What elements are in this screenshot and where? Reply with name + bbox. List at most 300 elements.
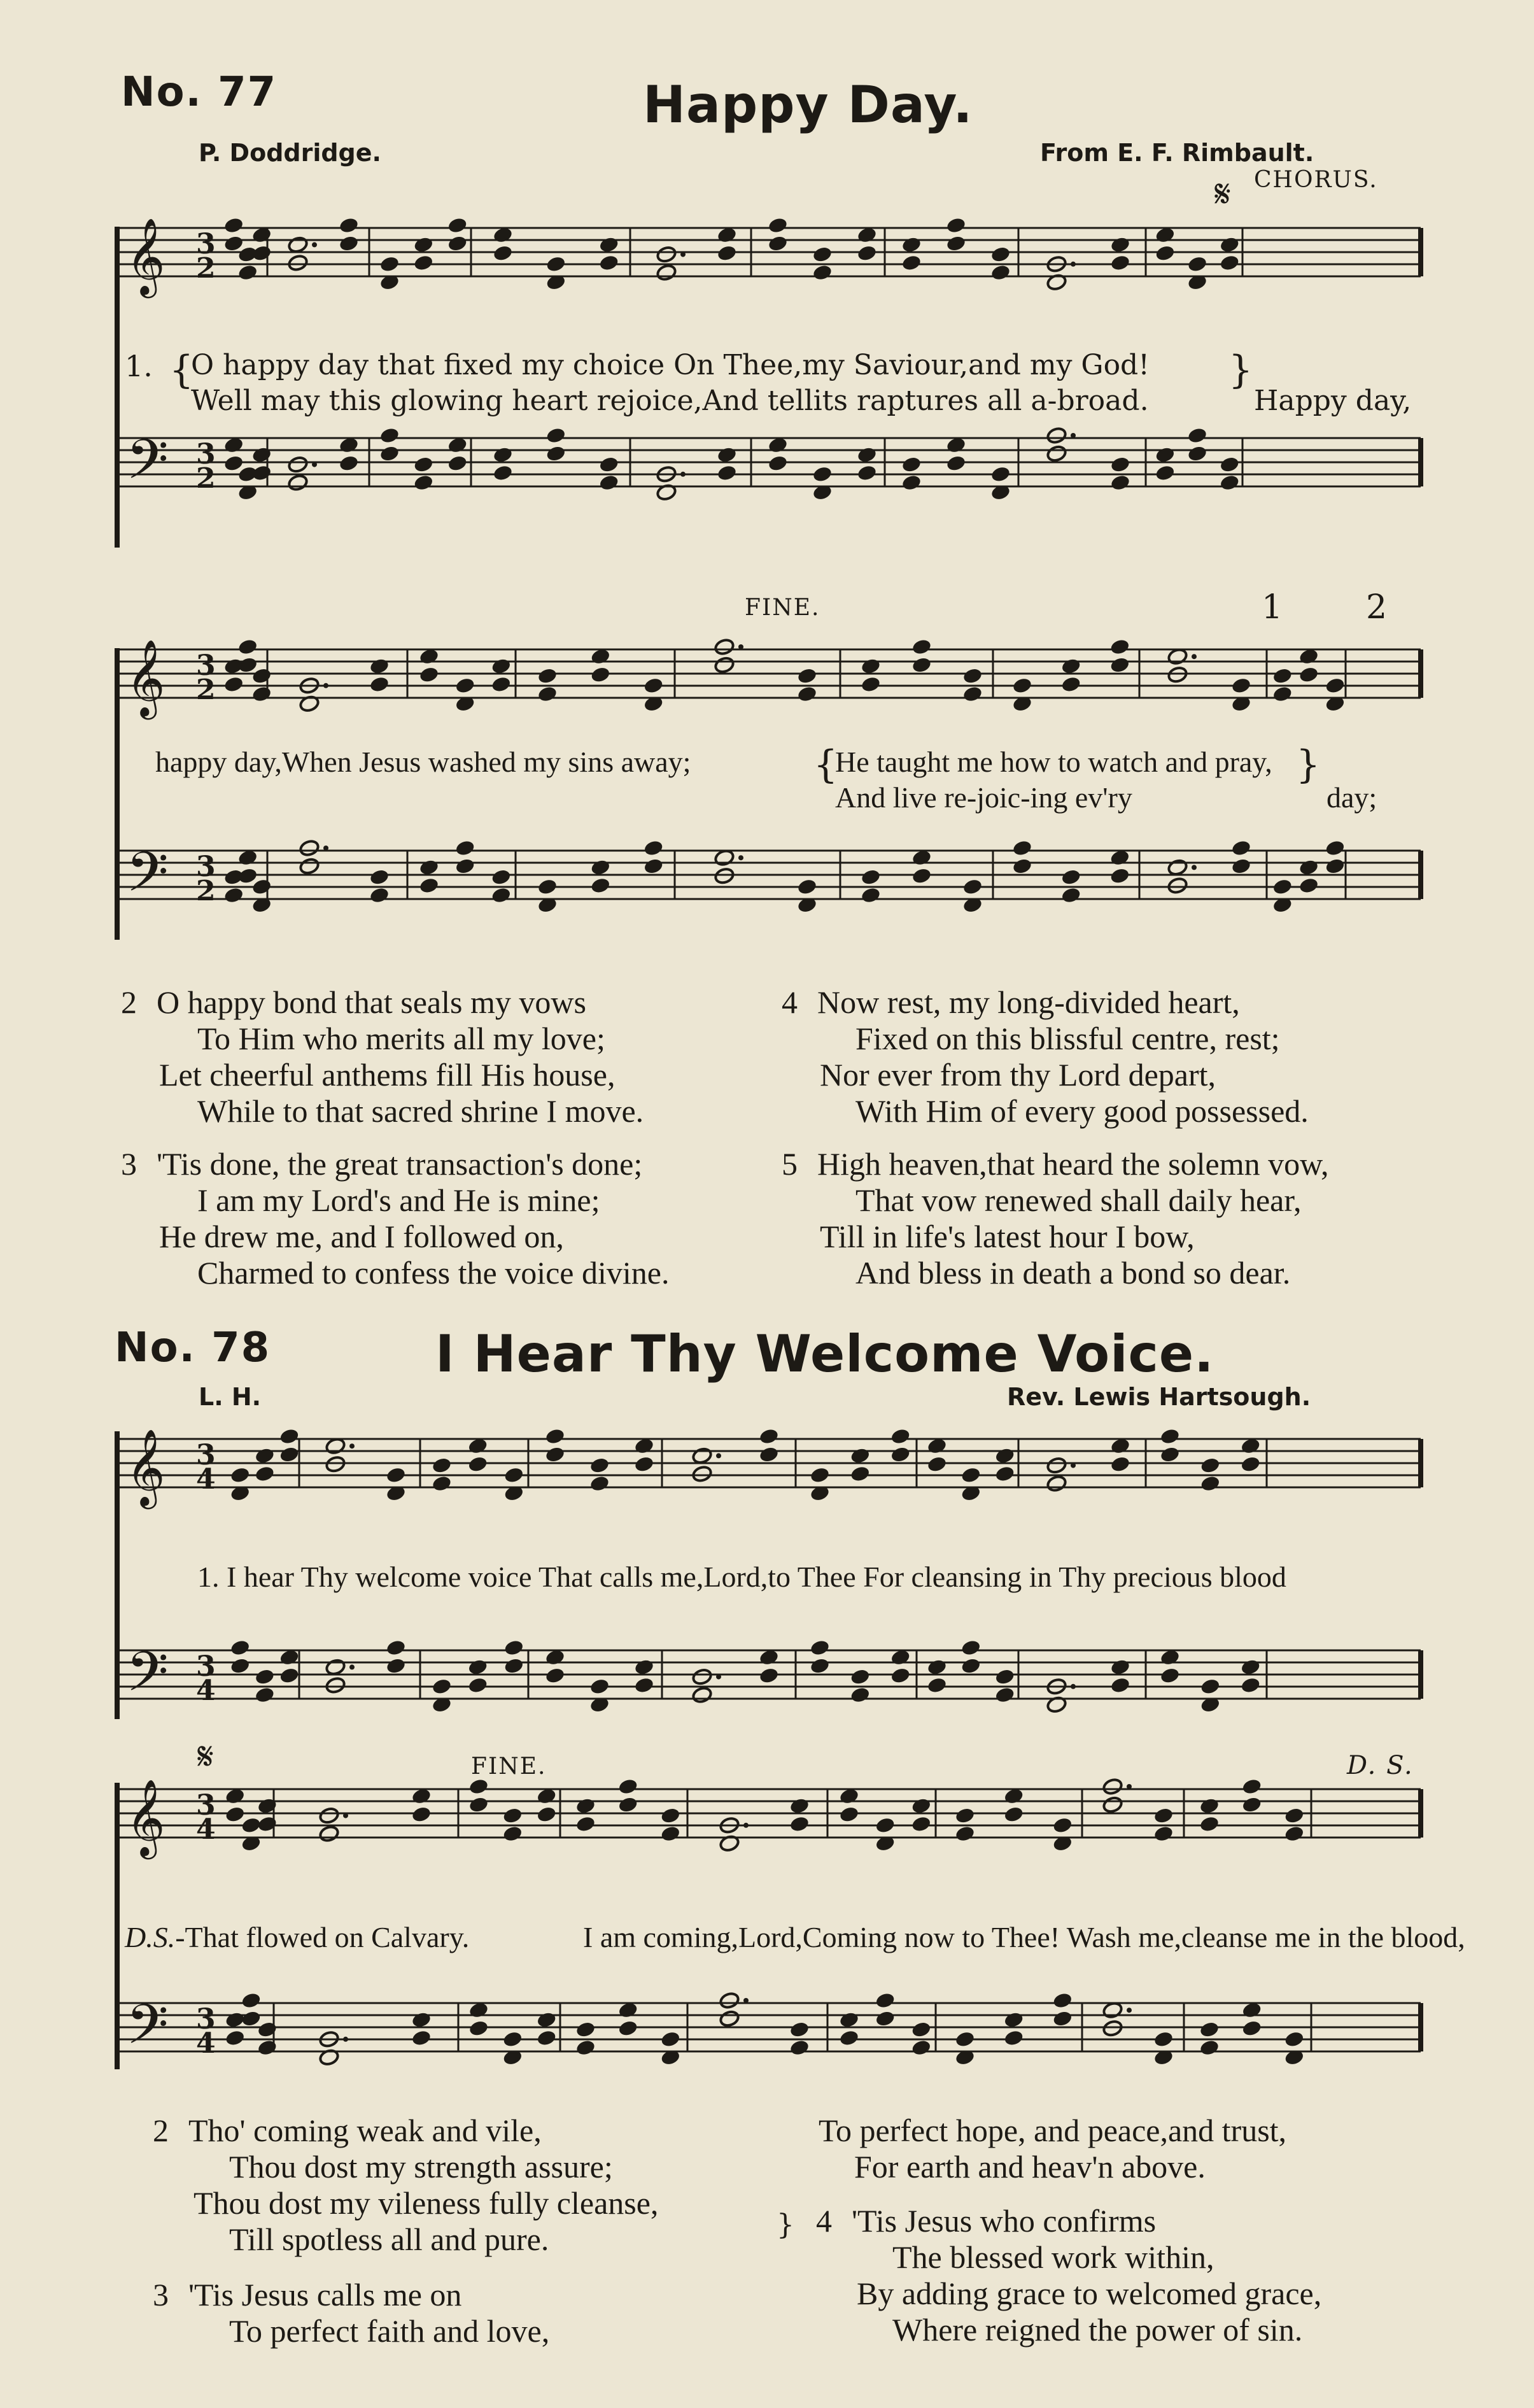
note-head <box>1219 236 1240 253</box>
note-head <box>719 2009 740 2027</box>
note-head <box>1284 1825 1305 1843</box>
note-head <box>1046 427 1067 444</box>
note-head <box>447 216 468 234</box>
note-head <box>251 878 272 896</box>
note-head <box>254 1668 275 1685</box>
note-head <box>691 1447 712 1464</box>
note-head <box>237 656 258 674</box>
note-head <box>1003 1806 1024 1824</box>
note-head <box>1060 886 1081 904</box>
note-head <box>1109 254 1130 272</box>
note-head <box>536 2029 557 2047</box>
note-head <box>241 1992 262 2009</box>
note-head <box>537 685 558 703</box>
note-head <box>251 244 272 262</box>
note-head <box>890 1667 911 1685</box>
time-signature: 3 <box>196 1439 216 1471</box>
note-head <box>1325 677 1346 695</box>
dot <box>743 1823 749 1828</box>
note-head <box>589 1456 610 1474</box>
note-head <box>809 1657 830 1675</box>
note-head <box>545 427 566 444</box>
note-head <box>468 1795 489 1813</box>
note-head <box>954 1825 975 1843</box>
note-head <box>1011 677 1032 695</box>
dot <box>1071 262 1076 267</box>
note-head <box>758 1667 779 1685</box>
note-head <box>856 244 877 262</box>
note-head <box>491 676 512 693</box>
treble-clef-icon: 𝄞 <box>126 1778 165 1856</box>
note-head <box>1102 2020 1123 2037</box>
note-head <box>1186 444 1207 462</box>
note-head <box>251 446 272 464</box>
time-signature: 3 <box>196 851 216 883</box>
note-head <box>643 677 664 695</box>
note-head <box>860 886 881 904</box>
note-head <box>537 667 558 684</box>
note-head <box>1159 1667 1180 1685</box>
note-head <box>431 1678 452 1696</box>
dot <box>312 462 317 467</box>
lyric-78-line-2b: I am coming,Lord,Coming now to Thee! Wash me,cleanse me in the blood, <box>583 1921 1465 1953</box>
note-head <box>299 839 320 857</box>
note-head <box>544 1427 565 1445</box>
note-head <box>911 2020 932 2038</box>
note-head <box>1241 1778 1262 1795</box>
note-head <box>223 234 244 252</box>
note-head <box>1272 685 1293 703</box>
note-head <box>911 1797 932 1815</box>
note-head <box>656 245 677 263</box>
note-head <box>962 878 983 896</box>
note-head <box>1186 427 1207 444</box>
dot <box>323 846 328 851</box>
time-signature: 4 <box>196 2027 216 2060</box>
note-head <box>714 638 735 656</box>
note-head <box>926 1658 947 1676</box>
dot <box>680 472 686 477</box>
note-head <box>1284 2030 1305 2048</box>
note-head <box>1060 657 1081 675</box>
note-head <box>545 444 566 462</box>
time-signature: 3 <box>196 438 216 471</box>
time-signature: 3 <box>196 1789 216 1822</box>
note-head <box>1052 1817 1073 1834</box>
dot <box>743 1998 749 2003</box>
note-head <box>325 1676 346 1694</box>
note-head <box>990 264 1011 281</box>
note-head <box>850 1447 871 1464</box>
bass-clef-icon: 𝄢 <box>126 840 169 917</box>
bass-clef-icon: 𝄢 <box>126 1992 169 2070</box>
verse-2: 2 O happy bond that seals my vows To Him who merits all my love; Let cheerful anthems fill His house, While to that sacred shrine I move. <box>121 984 644 1129</box>
note-head <box>617 1778 638 1795</box>
note-head <box>1230 677 1251 695</box>
note-head <box>994 1465 1015 1483</box>
note-head <box>287 254 308 272</box>
note-head <box>1230 857 1251 875</box>
note-head <box>369 868 390 886</box>
words-credit-2: L. H. <box>199 1383 262 1411</box>
note-head <box>1003 2011 1024 2029</box>
note-head <box>838 2029 859 2047</box>
note-head <box>590 858 611 876</box>
note-head <box>767 234 788 252</box>
note-head <box>1167 858 1188 876</box>
verse-78-4: 4 'Tis Jesus who confirms The blessed work within, By adding grace to welcomed grace, Where reigned the power of sin. <box>816 2203 1322 2348</box>
note-head <box>1219 474 1240 492</box>
music-credit: From E. F. Rimbault. <box>1040 139 1314 167</box>
note-head <box>418 877 439 895</box>
note-head <box>789 2020 810 2038</box>
time-signature: 3 <box>196 1650 216 1683</box>
note-head <box>454 857 475 875</box>
note-head <box>318 1825 339 1843</box>
note-head <box>796 685 817 703</box>
note-head <box>418 858 439 876</box>
dot <box>716 1453 721 1458</box>
note-head <box>767 455 788 472</box>
note-head <box>502 1825 523 1843</box>
note-head <box>251 667 272 684</box>
verse-brace: } <box>777 2209 794 2241</box>
note-head <box>598 254 619 272</box>
note-head <box>1109 455 1130 473</box>
note-head <box>338 455 359 472</box>
note-head <box>1298 858 1319 876</box>
time-signature: 4 <box>196 1463 216 1496</box>
note-head <box>379 255 400 273</box>
note-head <box>575 1815 596 1833</box>
note-head <box>911 656 932 674</box>
note-head <box>901 236 922 253</box>
treble-clef-icon: 𝄞 <box>126 217 165 295</box>
note-head <box>1200 1456 1221 1474</box>
lyric-78-line-2: D.S.-That flowed on Calvary. <box>125 1921 470 1953</box>
note-head <box>1109 1676 1130 1694</box>
note-head <box>230 1639 251 1657</box>
note-head <box>1199 1797 1220 1815</box>
note-head <box>536 1806 557 1824</box>
note-head <box>1052 1992 1073 2009</box>
note-head <box>945 234 966 252</box>
note-head <box>318 1806 339 1824</box>
dot <box>738 855 743 860</box>
note-head <box>544 1445 565 1463</box>
note-head <box>447 234 468 252</box>
note-head <box>338 234 359 252</box>
hymn-number: No. 77 <box>121 69 278 116</box>
note-head <box>590 666 611 684</box>
dot <box>1192 654 1197 659</box>
note-head <box>1186 255 1207 273</box>
note-head <box>237 867 258 885</box>
note-head <box>911 638 932 656</box>
note-head <box>468 2020 489 2037</box>
note-head <box>1155 464 1176 482</box>
note-head <box>812 245 833 263</box>
note-head <box>1109 656 1130 674</box>
note-head <box>1153 1806 1174 1824</box>
note-head <box>1011 857 1032 875</box>
note-head <box>1325 857 1346 875</box>
dot <box>343 2037 348 2042</box>
note-head <box>1109 638 1130 656</box>
note-head <box>385 1657 406 1675</box>
note-head <box>431 1456 452 1474</box>
note-head <box>369 657 390 675</box>
note-head <box>796 878 817 896</box>
note-head <box>660 2030 681 2048</box>
note-head <box>1052 2009 1073 2027</box>
note-head <box>1011 839 1032 857</box>
note-head <box>589 1475 610 1492</box>
note-head <box>860 676 881 693</box>
dot <box>323 683 328 688</box>
note-head <box>1200 1475 1221 1492</box>
note-head <box>691 1668 712 1685</box>
note-head <box>325 1455 346 1473</box>
note-head <box>502 1806 523 1824</box>
note-head <box>575 2039 596 2057</box>
verse-3: 3 'Tis done, the great transaction's done; I am my Lord's and He is mine; He drew me, and I followed on, Charmed to confess the voice divine. <box>121 1146 670 1291</box>
verse-78-3-cont: To perfect hope, and peace,and trust, For earth and heav'n above. <box>819 2113 1287 2185</box>
note-head <box>1298 877 1319 895</box>
note-head <box>961 1657 982 1675</box>
hymn-title-2: I Hear Thy Welcome Voice. <box>435 1324 1214 1384</box>
dot <box>312 242 317 247</box>
note-head <box>812 465 833 483</box>
note-head <box>503 1639 524 1657</box>
note-head <box>1199 2039 1220 2057</box>
dot <box>1127 1784 1132 1789</box>
note-head <box>1046 1475 1067 1492</box>
lyric-brace-left: { <box>169 348 194 392</box>
note-head <box>716 244 737 262</box>
note-head <box>758 1445 779 1463</box>
note-head <box>633 1455 654 1473</box>
note-head <box>1241 1795 1262 1813</box>
fine-label-2: FINE. <box>471 1753 547 1780</box>
note-head <box>719 1992 740 2009</box>
fine-label: FINE. <box>745 595 820 621</box>
note-head <box>1240 1676 1261 1694</box>
note-head <box>491 886 512 904</box>
note-head <box>789 1815 810 1833</box>
note-head <box>660 1825 681 1843</box>
note-head <box>279 1667 300 1685</box>
verse-4: 4 Now rest, my long-divided heart, Fixed on this blissful centre, rest; Nor ever from thy Lord depart, With Him of every good possessed. <box>782 984 1309 1129</box>
note-head <box>1240 1658 1261 1676</box>
note-head <box>454 677 475 695</box>
note-head <box>254 1465 275 1483</box>
lyric-line-2b2: And live re-joic-ing ev'ry <box>835 781 1132 814</box>
note-head <box>598 474 619 492</box>
note-head <box>758 1427 779 1445</box>
note-head <box>716 446 737 464</box>
lyric-line-2-end: day; <box>1326 781 1377 814</box>
note-head <box>714 867 735 885</box>
note-head <box>590 877 611 895</box>
note-head <box>418 666 439 684</box>
note-head <box>860 657 881 675</box>
note-head <box>1230 839 1251 857</box>
note-head <box>225 2029 246 2047</box>
note-head <box>279 1427 300 1445</box>
note-head <box>789 1797 810 1815</box>
note-head <box>1167 666 1188 684</box>
note-head <box>1298 666 1319 684</box>
note-head <box>1219 254 1240 272</box>
note-head <box>491 657 512 675</box>
note-head <box>875 1817 896 1834</box>
lyric-line-2b1: He taught me how to watch and pray, <box>835 746 1272 778</box>
note-head <box>901 474 922 492</box>
note-head <box>643 857 664 875</box>
ds-label: D. S. <box>1347 1751 1414 1780</box>
verse-78-3: 3 'Tis Jesus calls me on To perfect faith and love, <box>153 2277 550 2349</box>
note-head <box>1241 2020 1262 2037</box>
note-head <box>1155 244 1176 262</box>
note-head <box>860 868 881 886</box>
note-head <box>411 2011 432 2029</box>
note-head <box>325 1658 346 1676</box>
note-head <box>454 839 475 857</box>
note-head <box>809 1466 830 1484</box>
note-head <box>890 1445 911 1463</box>
note-head <box>545 255 566 273</box>
lyric-line-1b: Well may this glowing heart rejoice,And tellits raptures all a-broad. <box>191 385 1149 417</box>
note-head <box>1240 1455 1261 1473</box>
note-head <box>1046 444 1067 462</box>
note-head <box>287 236 308 253</box>
note-head <box>901 455 922 473</box>
note-head <box>230 1466 251 1484</box>
note-head <box>961 1639 982 1657</box>
note-head <box>1159 1427 1180 1445</box>
note-head <box>954 1806 975 1824</box>
note-head <box>537 878 558 896</box>
note-head <box>413 254 434 272</box>
time-signature: 4 <box>196 1675 216 1707</box>
note-head <box>237 638 258 656</box>
note-head <box>875 2009 896 2027</box>
note-head <box>254 1686 275 1704</box>
note-head <box>850 1668 871 1685</box>
note-head <box>890 1427 911 1445</box>
note-head <box>789 2039 810 2057</box>
note-head <box>598 455 619 473</box>
note-head <box>1199 1815 1220 1833</box>
note-head <box>503 1657 524 1675</box>
note-head <box>945 455 966 472</box>
note-head <box>411 1806 432 1824</box>
note-head <box>413 236 434 253</box>
note-head <box>251 685 272 703</box>
note-head <box>299 857 320 875</box>
verse-5: 5 High heaven,that heard the solemn vow, That vow renewed shall daily hear, Till in life's latest hour I bow, And bless in death a bond so dear. <box>782 1146 1329 1291</box>
note-head <box>911 2039 932 2057</box>
note-head <box>287 474 308 492</box>
note-head <box>714 656 735 674</box>
dot <box>1071 433 1076 438</box>
note-head <box>536 2011 557 2029</box>
note-head <box>660 1806 681 1824</box>
second-ending-label: 2 <box>1366 588 1389 627</box>
time-signature: 2 <box>196 674 216 706</box>
note-head <box>379 427 400 444</box>
note-head <box>413 474 434 492</box>
note-head <box>962 685 983 703</box>
note-head <box>926 1676 947 1694</box>
dot <box>1071 1463 1076 1468</box>
note-head <box>856 464 877 482</box>
segno-icon: 𝄋 <box>1214 172 1231 216</box>
note-head <box>467 1676 488 1694</box>
dot <box>680 252 686 257</box>
bass-clef-icon: 𝄢 <box>126 1640 169 1717</box>
note-head <box>254 1447 275 1464</box>
note-head <box>838 2011 859 2029</box>
note-head <box>656 264 677 281</box>
chorus-label: CHORUS. <box>1254 167 1378 193</box>
note-head <box>911 1815 932 1833</box>
note-head <box>1109 1455 1130 1473</box>
note-head <box>385 1466 406 1484</box>
note-head <box>467 1658 488 1676</box>
note-head <box>503 1466 524 1484</box>
note-head <box>468 1778 489 1795</box>
note-head <box>279 1445 300 1463</box>
dot <box>1127 2008 1132 2013</box>
note-head <box>369 886 390 904</box>
note-head <box>767 216 788 234</box>
note-head <box>1046 1456 1067 1474</box>
dot <box>1071 1684 1076 1689</box>
note-head <box>411 2029 432 2047</box>
note-head <box>467 1455 488 1473</box>
note-head <box>1109 474 1130 492</box>
lyric-line-1a: O happy day that fixed my choice On Thee,my Saviour,and my God! <box>191 349 1150 381</box>
note-head <box>369 676 390 693</box>
note-head <box>990 465 1011 483</box>
note-head <box>1199 2020 1220 2038</box>
chorus-lyric-start: Happy day, <box>1254 385 1412 417</box>
note-head <box>1153 2030 1174 2048</box>
note-head <box>223 455 244 472</box>
note-head <box>544 1667 565 1685</box>
note-head <box>954 2030 975 2048</box>
note-head <box>223 886 244 904</box>
note-head <box>241 2009 262 2027</box>
note-head <box>1153 1825 1174 1843</box>
note-head <box>1102 1795 1123 1813</box>
note-head <box>1109 1658 1130 1676</box>
dot <box>349 1443 355 1448</box>
note-head <box>1284 1806 1305 1824</box>
note-head <box>716 464 737 482</box>
note-head <box>431 1475 452 1492</box>
note-head <box>1155 446 1176 464</box>
treble-clef-icon: 𝄞 <box>126 639 165 716</box>
lyric-line-2a: happy day,When Jesus washed my sins away; <box>155 746 691 778</box>
note-head <box>1102 1778 1123 1795</box>
note-head <box>230 1657 251 1675</box>
note-head <box>502 2030 523 2048</box>
verse-number-1: 1. <box>125 349 153 383</box>
time-signature: 3 <box>196 649 216 682</box>
